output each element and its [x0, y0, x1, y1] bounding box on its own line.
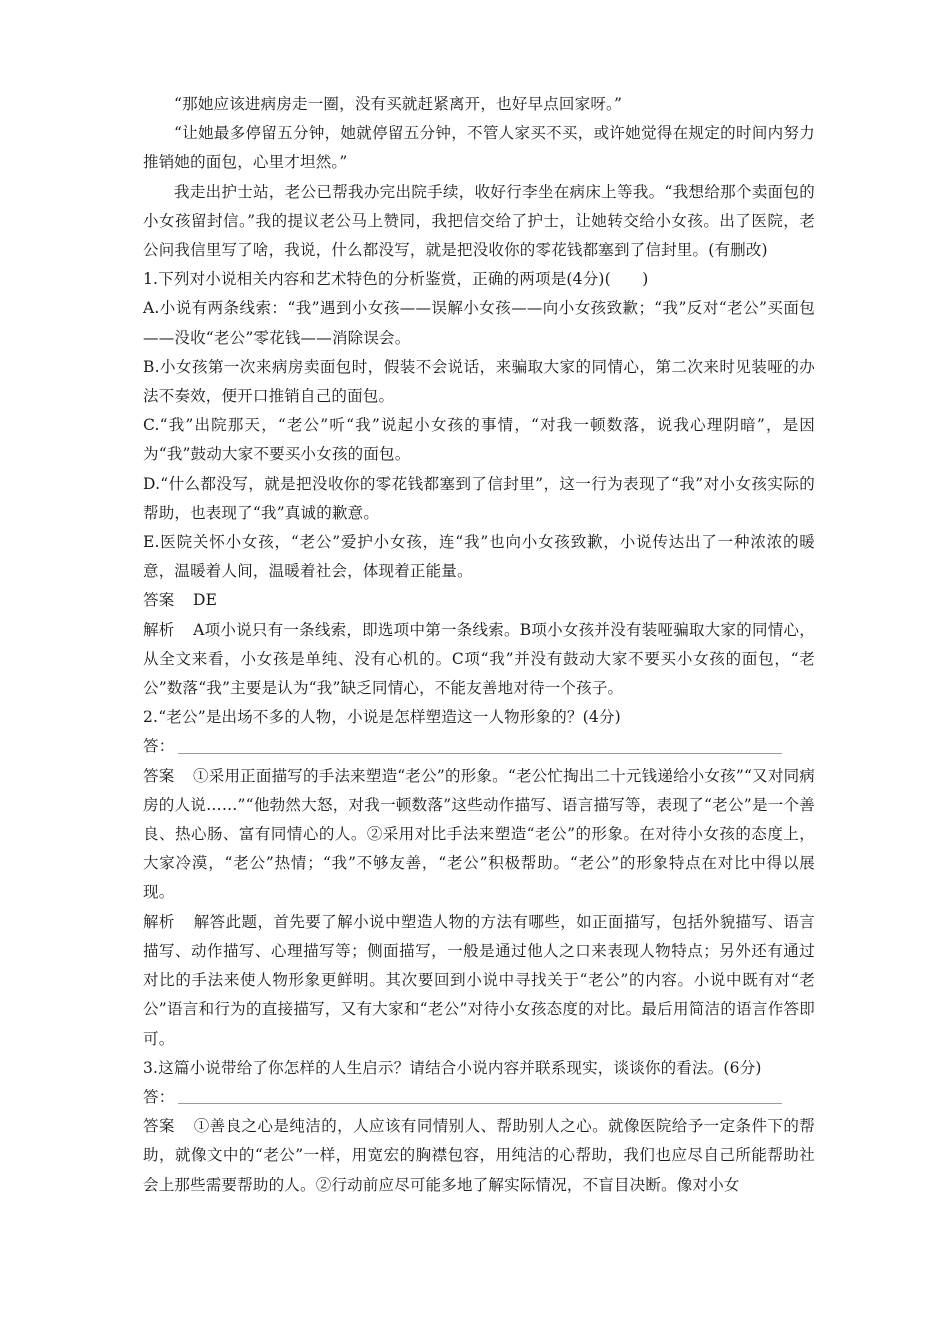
analysis-label: 解析	[143, 912, 175, 931]
question-2-analysis	[143, 908, 815, 1054]
question-1-answer	[143, 586, 815, 615]
analysis-label: 解析	[143, 620, 175, 639]
answer-blank-label: 答：	[143, 737, 175, 756]
answer-blank-label: 答：	[143, 1087, 175, 1106]
analysis-text: A项小说只有一条线索，即选项中第一条线索。B项小女孩并没有装哑骗取大家的同情心，从全文来看，小女孩是单纯、没有心机的。C项“我”并没有鼓动大家不要买小女孩的面包，“老公”数落“我”主要是认为“我”缺乏同情心，不能友善地对待一个孩子。	[143, 620, 816, 698]
answer-text: ①善良之心是纯洁的，人应该有同情别人、帮助别人之心。就像医院给予一定条件下的帮助，就像文中的“老公”一样，用宽宏的胸襟包容，用纯洁的心帮助，我们也应尽自己所能帮助社会上那些需要帮助的人。②行动前应尽可能多地了解实际情况，不盲目决断。像对小女	[143, 1117, 815, 1194]
analysis-text: 解答此题，首先要了解小说中塑造人物的方法有哪些，如正面描写，包括外貌描写、语言描写、动作描写、心理描写等；侧面描写，一般是通过他人之口来表现人物特点；另外还有通过对比的手法来使人物形象更鲜明。其次要回到小说中寻找关于“老公”的内容。小说中既有对“老公”语言和行为的直接描写，又有大家和“老公”对待小女孩态度的对比。最后用简洁的语言作答即可。	[143, 912, 815, 1048]
story-paragraph-2: “让她最多停留五分钟，她就停留五分钟，不管人家买不买，或许她觉得在规定的时间内努力推销她的面包，心里才坦然。”	[143, 124, 815, 172]
question-3-stem: 3.这篇小说带给了你怎样的人生启示？请结合小说内容并联系现实，谈谈你的看法。(6分)	[143, 1058, 762, 1077]
answer-label: 答案	[143, 1117, 175, 1136]
answer-text: ①采用正面描写的手法来塑造“老公”的形象。“老公忙掏出二十元钱递给小女孩”“又对同病房的人说……”“他勃然大怒，对我一顿数落”这些动作描写、语言描写等，表现了“老公”是一个善良、热心肠、富有同情心的人。②采用对比手法来塑造“老公”的形象。在对待小女孩的态度上，大家冷漠，“老公”热情；“我”不够友善，“老公”积极帮助。“老公”的形象特点在对比中得以展现。	[143, 766, 816, 902]
story-paragraph-1: “那她应该进病房走一圈，没有买就赶紧离开，也好早点回家呀。”	[174, 95, 623, 113]
question-3-answer	[143, 1112, 815, 1200]
answer-label: 答案	[143, 591, 175, 610]
question-1-option-c: C.“我”出院那天，“老公”听“我”说起小女孩的事情，“对我一顿数落，说我心理阴暗”，是因为“我”鼓动大家不要买小女孩的面包。	[143, 416, 815, 464]
question-1-option-a: A.小说有两条线索：“我”遇到小女孩——误解小女孩——向小女孩致歉；“我”反对“老公”买面包——没收“老公”零花钱——消除误会。	[143, 299, 815, 347]
question-1-option-d: D.“什么都没写，就是把没收你的零花钱都塞到了信封里”，这一行为表现了“我”对小女孩实际的帮助，也表现了“我”真诚的歉意。	[143, 474, 815, 522]
question-1-analysis	[143, 616, 815, 704]
answer-label: 答案	[143, 766, 175, 785]
story-paragraph-3: 我走出护士站，老公已帮我办完出院手续，收好行李坐在病床上等我。“我想给那个卖面包的小女孩留封信。”我的提议老公马上赞同，我把信交给了护士，让她转交给小女孩。出了医院，老公问我信里写了啥，我说，什么都没写，就是把没收你的零花钱都塞到了信封里。(有删改)	[143, 182, 815, 260]
question-3-answer-blank	[143, 1083, 815, 1112]
document-body	[143, 90, 815, 1200]
answer-blank-line	[178, 1103, 782, 1104]
question-2-stem: 2.“老公”是出场不多的人物，小说是怎样塑造这一人物形象的？(4分)	[143, 708, 621, 727]
question-1-option-b: B.小女孩第一次来病房卖面包时，假装不会说话，来骗取大家的同情心，第二次来时见装哑的办法不奏效，便开口推销自己的面包。	[143, 357, 815, 406]
question-2-answer-blank	[143, 732, 815, 761]
question-1-stem: 1.下列对小说相关内容和艺术特色的分析鉴赏，正确的两项是(4分)( )	[143, 270, 649, 289]
question-1-option-e: E.医院关怀小女孩，“老公”爱护小女孩，连“我”也向小女孩致歉，小说传达出了一种浓浓的暖意，温暖着人间，温暖着社会，体现着正能量。	[143, 533, 815, 581]
answer-blank-line	[178, 753, 782, 754]
question-2-answer	[143, 762, 815, 908]
answer-text: DE	[193, 591, 218, 610]
